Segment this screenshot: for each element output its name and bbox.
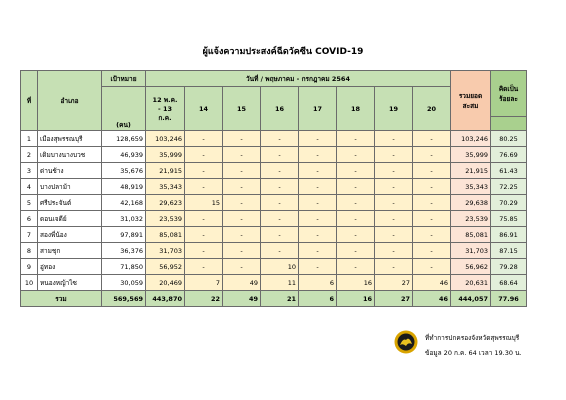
header-first-line2: - 13 (157, 104, 172, 113)
row-percent: 86.91 (491, 227, 527, 243)
row-first-period: 20,469 (146, 275, 185, 291)
header-day-15: 15 (223, 87, 261, 131)
row-day-value: - (261, 131, 299, 147)
total-label: รวม (21, 291, 102, 307)
row-day-value: - (223, 259, 261, 275)
row-no: 6 (21, 211, 38, 227)
row-day-value: - (261, 195, 299, 211)
row-day-value: - (261, 211, 299, 227)
row-no: 2 (21, 147, 38, 163)
row-day-value: - (413, 147, 451, 163)
row-day-value: - (223, 227, 261, 243)
header-percent (491, 71, 527, 117)
row-day-value: - (413, 211, 451, 227)
row-target: 48,919 (102, 179, 146, 195)
total-day-value: 16 (337, 291, 375, 307)
table-row (21, 259, 527, 275)
row-day-value: - (337, 147, 375, 163)
row-percent: 79.28 (491, 259, 527, 275)
row-day-value: - (413, 195, 451, 211)
row-percent: 70.29 (491, 195, 527, 211)
row-no: 7 (21, 227, 38, 243)
row-district: อู่ทอง (38, 259, 102, 275)
row-target: 46,939 (102, 147, 146, 163)
row-day-value: - (413, 259, 451, 275)
row-day-value: 27 (375, 275, 413, 291)
row-first-period: 31,703 (146, 243, 185, 259)
row-day-value: - (337, 195, 375, 211)
row-day-value: 16 (337, 275, 375, 291)
header-percent-line2: ร้อยละ (499, 94, 518, 103)
row-no: 4 (21, 179, 38, 195)
table-row (21, 131, 527, 147)
table-body (21, 131, 527, 307)
row-percent: 61.43 (491, 163, 527, 179)
row-day-value: - (223, 179, 261, 195)
row-day-value: - (185, 147, 223, 163)
row-first-period: 85,081 (146, 227, 185, 243)
page-title: ผู้แจ้งความประสงค์ฉีดวัคซีน COVID-19 (202, 47, 364, 57)
row-district: เดิมบางนางบวช (38, 147, 102, 163)
vaccine-table (20, 70, 527, 307)
row-cumulative: 29,638 (451, 195, 491, 211)
total-row (21, 291, 527, 307)
row-day-value: - (337, 211, 375, 227)
total-day-value: 46 (413, 291, 451, 307)
row-day-value: - (223, 243, 261, 259)
row-day-value: - (413, 131, 451, 147)
header-district: อำเภอ (38, 71, 102, 131)
row-district: สามชุก (38, 243, 102, 259)
row-target: 36,376 (102, 243, 146, 259)
row-cumulative: 31,703 (451, 243, 491, 259)
row-day-value: 49 (223, 275, 261, 291)
row-day-value: - (223, 163, 261, 179)
row-day-value: - (375, 227, 413, 243)
row-day-value: 15 (185, 195, 223, 211)
row-day-value: - (185, 227, 223, 243)
row-day-value: - (223, 195, 261, 211)
row-no: 1 (21, 131, 38, 147)
row-day-value: - (185, 131, 223, 147)
row-day-value: - (413, 243, 451, 259)
row-district: ด่านช้าง (38, 163, 102, 179)
row-target: 71,850 (102, 259, 146, 275)
row-day-value: - (337, 179, 375, 195)
table-row (21, 211, 527, 227)
row-cumulative: 21,915 (451, 163, 491, 179)
total-day-value: 22 (185, 291, 223, 307)
header-first-line1: 12 พ.ค. (152, 95, 178, 104)
row-district: สองพี่น้อง (38, 227, 102, 243)
row-day-value: - (299, 179, 337, 195)
row-first-period: 23,539 (146, 211, 185, 227)
row-day-value: - (299, 259, 337, 275)
table-row (21, 275, 527, 291)
row-first-period: 29,623 (146, 195, 185, 211)
row-day-value: - (185, 163, 223, 179)
total-percent: 77.96 (491, 291, 527, 307)
header-target-unit: (คน) (102, 87, 146, 131)
table-row (21, 147, 527, 163)
row-day-value: - (375, 163, 413, 179)
total-day-value: 6 (299, 291, 337, 307)
row-district: ดอนเจดีย์ (38, 211, 102, 227)
row-day-value: 6 (299, 275, 337, 291)
row-percent: 80.25 (491, 131, 527, 147)
row-cumulative: 23,539 (451, 211, 491, 227)
row-percent: 76.69 (491, 147, 527, 163)
row-day-value: 7 (185, 275, 223, 291)
row-day-value: - (261, 227, 299, 243)
header-day-17: 17 (299, 87, 337, 131)
row-no: 8 (21, 243, 38, 259)
header-cumulative-line1: รวมยอด (458, 91, 483, 100)
row-day-value: 11 (261, 275, 299, 291)
row-district: บางปลาม้า (38, 179, 102, 195)
row-target: 31,032 (102, 211, 146, 227)
row-day-value: - (337, 131, 375, 147)
row-no: 5 (21, 195, 38, 211)
row-day-value: - (223, 211, 261, 227)
row-first-period: 21,915 (146, 163, 185, 179)
row-day-value: - (375, 195, 413, 211)
row-day-value: - (299, 131, 337, 147)
row-first-period: 56,952 (146, 259, 185, 275)
row-day-value: - (375, 131, 413, 147)
row-target: 128,659 (102, 131, 146, 147)
header-date-range: วันที่ / พฤษภาคม - กรกฎาคม 2564 (146, 71, 451, 87)
row-day-value: - (299, 195, 337, 211)
total-day-value: 21 (261, 291, 299, 307)
row-day-value: - (375, 179, 413, 195)
row-district: เมืองสุพรรณบุรี (38, 131, 102, 147)
row-no: 9 (21, 259, 38, 275)
row-day-value: - (299, 227, 337, 243)
row-day-value: - (337, 243, 375, 259)
header-target: เป้าหมาย (102, 71, 146, 87)
row-day-value: - (413, 227, 451, 243)
row-first-period: 103,246 (146, 131, 185, 147)
row-percent: 87.15 (491, 243, 527, 259)
row-percent: 72.25 (491, 179, 527, 195)
row-day-value: - (299, 163, 337, 179)
row-day-value: - (375, 259, 413, 275)
row-target: 97,891 (102, 227, 146, 243)
row-day-value: - (185, 259, 223, 275)
header-percent-line1: คิดเป็น (498, 84, 519, 93)
row-day-value: - (185, 243, 223, 259)
row-cumulative: 35,343 (451, 179, 491, 195)
row-day-value: - (261, 147, 299, 163)
row-cumulative: 103,246 (451, 131, 491, 147)
row-day-value: - (185, 211, 223, 227)
header-day-20: 20 (413, 87, 451, 131)
total-day-value: 27 (375, 291, 413, 307)
row-day-value: - (299, 147, 337, 163)
header-cumulative (451, 71, 491, 131)
table-row (21, 179, 527, 195)
table-row (21, 243, 527, 259)
header-day-14: 14 (185, 87, 223, 131)
table-row (21, 163, 527, 179)
header-cumulative-line2: สะสม (462, 101, 479, 110)
row-day-value: - (185, 179, 223, 195)
table-row (21, 227, 527, 243)
row-day-value: - (337, 259, 375, 275)
row-day-value: - (223, 147, 261, 163)
row-day-value: - (413, 179, 451, 195)
header-day-16: 16 (261, 87, 299, 131)
row-target: 42,168 (102, 195, 146, 211)
row-day-value: - (299, 243, 337, 259)
row-day-value: - (261, 243, 299, 259)
row-target: 30,059 (102, 275, 146, 291)
row-day-value: 10 (261, 259, 299, 275)
header-no: ที่ (21, 71, 38, 131)
row-day-value: - (375, 243, 413, 259)
header-first-line3: ก.ค. (158, 113, 172, 122)
row-day-value: - (413, 163, 451, 179)
header-percent-blank (491, 117, 527, 131)
row-day-value: - (337, 163, 375, 179)
row-cumulative: 85,081 (451, 227, 491, 243)
table-row (21, 195, 527, 211)
row-cumulative: 20,631 (451, 275, 491, 291)
total-cumulative: 444,057 (451, 291, 491, 307)
header-first-period (146, 87, 185, 131)
row-day-value: - (223, 131, 261, 147)
row-day-value: - (261, 163, 299, 179)
total-first-period: 443,870 (146, 291, 185, 307)
header-day-19: 19 (375, 87, 413, 131)
row-day-value: 46 (413, 275, 451, 291)
row-first-period: 35,343 (146, 179, 185, 195)
row-cumulative: 56,962 (451, 259, 491, 275)
header-day-18: 18 (337, 87, 375, 131)
row-no: 3 (21, 163, 38, 179)
row-district: ศรีประจันต์ (38, 195, 102, 211)
footer-office: ที่ทำการปกครองจังหวัดสุพรรณบุรี (425, 334, 520, 342)
row-target: 35,676 (102, 163, 146, 179)
row-day-value: - (375, 147, 413, 163)
row-first-period: 35,999 (146, 147, 185, 163)
row-day-value: - (299, 211, 337, 227)
row-day-value: - (261, 179, 299, 195)
provincial-seal-icon (394, 330, 418, 354)
total-target: 569,569 (102, 291, 146, 307)
row-percent: 75.85 (491, 211, 527, 227)
row-district: หนองหญ้าไซ (38, 275, 102, 291)
row-cumulative: 35,999 (451, 147, 491, 163)
row-day-value: - (375, 211, 413, 227)
total-day-value: 49 (223, 291, 261, 307)
row-percent: 68.64 (491, 275, 527, 291)
row-no: 10 (21, 275, 38, 291)
footer-data-time: ข้อมูล 20 ก.ค. 64 เวลา 19.30 น. (425, 349, 522, 357)
row-day-value: - (337, 227, 375, 243)
